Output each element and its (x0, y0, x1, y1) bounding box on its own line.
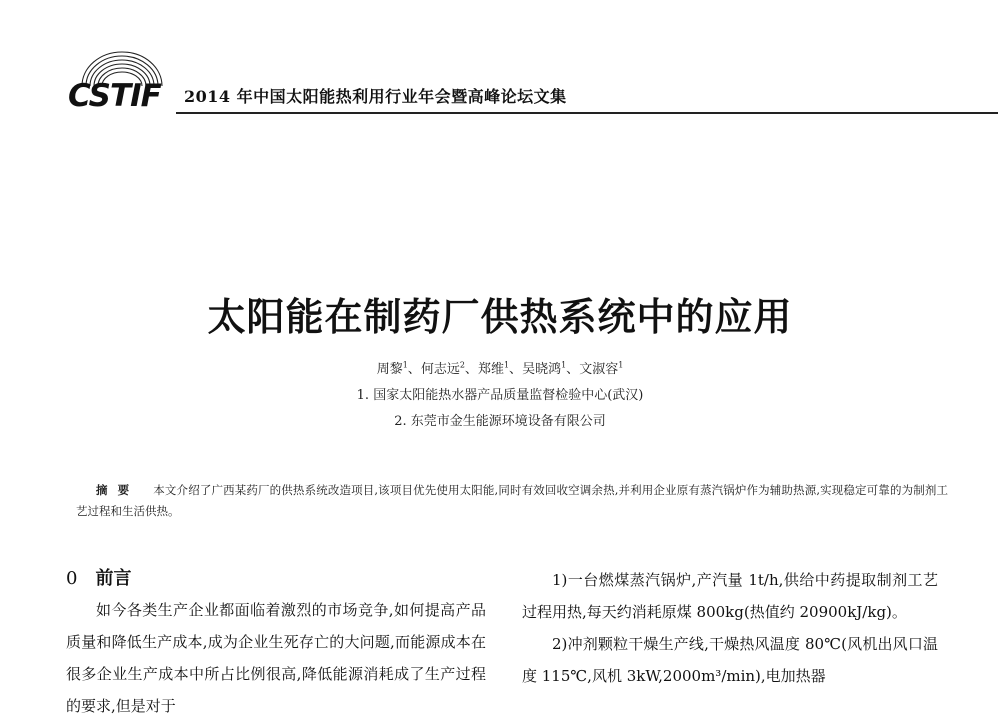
abstract-text: 本文介绍了广西某药厂的供热系统改造项目,该项目优先使用太阳能,同时有效回收空调余热,并利用企业原有蒸汽锅炉作为辅助热源,实现稳定可靠的为制剂工艺过程和生活供热。 (76, 483, 948, 518)
author-affiliation-mark: 1 (561, 360, 567, 370)
body-paragraph: 如今各类生产企业都面临着激烈的市场竞争,如何提高产品质量和降低生产成本,成为企业生死存亡的大问题,而能源成本在很多企业生产成本中所占比例很高,降低能源消耗成了生产过程的要求,但是对于 (66, 601, 486, 715)
abstract-label: 摘要 (96, 483, 140, 497)
author-name: 何志远 (420, 362, 460, 377)
author-affiliation-mark: 1 (503, 360, 510, 370)
proceedings-title: 2014 年中国太阳能热利用行业年会暨高峰论坛文集 (184, 87, 567, 106)
affiliation-1: 1. 国家太阳能热水器产品质量监督检验中心(武汉) (356, 388, 644, 403)
header-divider (176, 112, 998, 114)
author-list: 周黎$^1$、何志远$^2$、郑维$^1$、吴晓鸿$^1$、文淑容$^1$ (376, 360, 624, 377)
paper-title: 太阳能在制药厂供热系统中的应用 (207, 294, 793, 339)
section-number: 0 (66, 568, 78, 589)
body-column-left (66, 564, 486, 722)
author-affiliation-mark: 2 (459, 360, 465, 370)
section-heading (66, 564, 486, 594)
logo-text: CSTIF (68, 78, 161, 114)
author-name: 文淑容 (579, 362, 619, 377)
author-affiliation-mark: 1 (402, 360, 408, 370)
author-affiliation-mark: 1 (618, 360, 624, 370)
affiliation-2: 2. 东莞市金生能源环境设备有限公司 (394, 414, 606, 429)
author-name: 郑维 (477, 362, 504, 377)
body-column-right (522, 564, 938, 692)
list-item-2: 2)冲剂颗粒干燥生产线,干燥热风温度 80℃(风机出风口温度 115℃,风机 3kW,2000m³/min),电加热器 (522, 635, 938, 685)
author-name: 周黎 (376, 362, 403, 377)
cstif-logo (68, 48, 173, 118)
section-title: 前言 (95, 568, 132, 589)
abstract (76, 480, 948, 522)
author-name: 吴晓鸿 (522, 362, 562, 377)
list-item-1: 1)一台燃煤蒸汽锅炉,产汽量 1t/h,供给中药提取制剂工艺过程用热,每天约消耗原煤 800kg(热值约 20900kJ/kg)。 (522, 571, 938, 621)
